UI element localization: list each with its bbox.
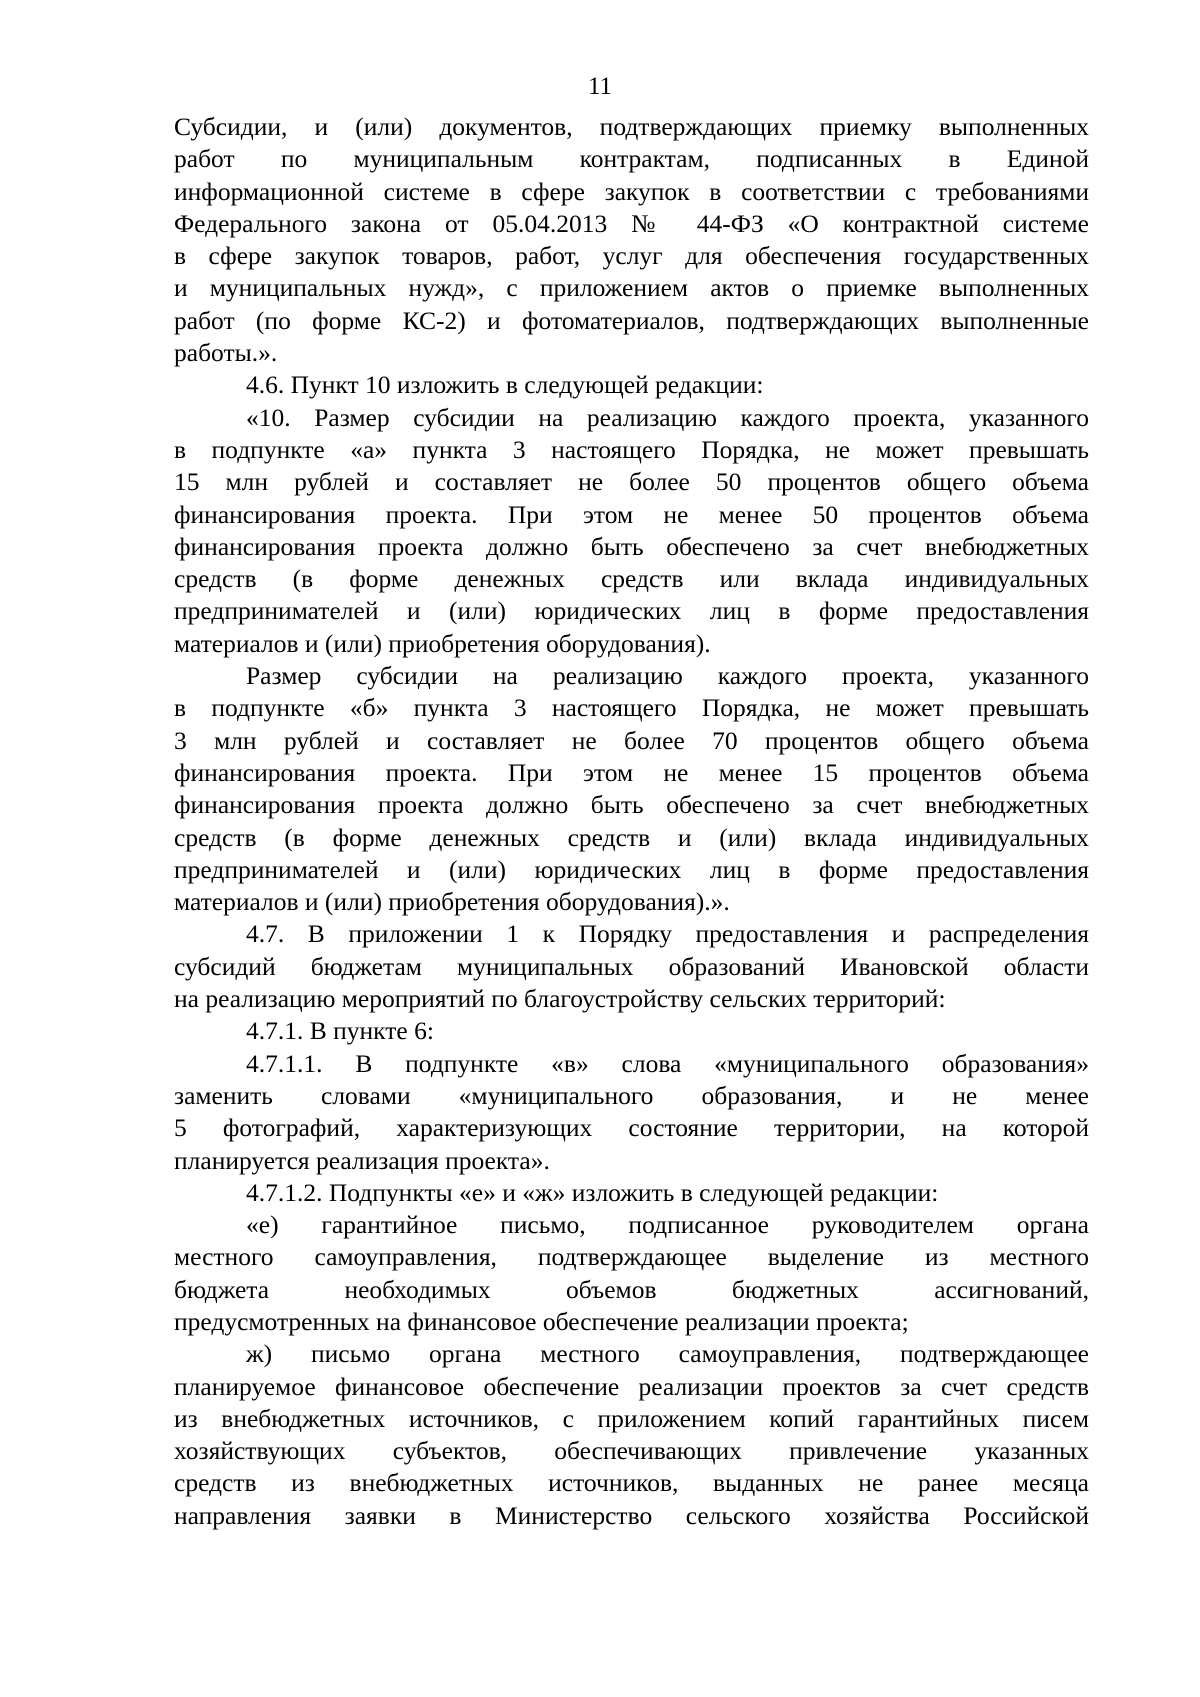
text-line: работ (по форме КС-2) и фотоматериалов, подтверждающих выполненные	[174, 305, 1089, 335]
text-line: в сфере закупок товаров, работ, услуг для обеспечения государственных	[174, 241, 1089, 271]
text-line: финансирования проекта. При этом не менее 15 процентов объема	[174, 757, 1089, 787]
text-line: заменить словами «муниципального образования, и не менее	[174, 1080, 1089, 1110]
text-line: Федерального закона от 05.04.2013 № 44-ФЗ «О контрактной системе	[174, 208, 1089, 238]
page-number: 11	[587, 73, 613, 100]
text-line: информационной системе в сфере закупок в соответствии с требованиями	[174, 176, 1089, 206]
text-line: работ по муниципальным контрактам, подписанных в Единой	[174, 144, 1089, 174]
text-line: субсидий бюджетам муниципальных образований Ивановской области	[174, 951, 1089, 981]
text-line: в подпункте «б» пункта 3 настоящего Порядка, не может превышать	[174, 693, 1089, 723]
text-line: работы.».	[174, 338, 278, 368]
document-body	[174, 111, 1089, 1532]
text-line: из внебюджетных источников, с приложением копий гарантийных писем	[174, 1403, 1089, 1433]
text-line: 4.7.1. В пункте 6:	[246, 1016, 434, 1046]
text-line: финансирования проекта должно быть обеспечено за счет внебюджетных	[174, 531, 1089, 561]
text-line: «е) гарантийное письмо, подписанное руководителем органа	[246, 1210, 1089, 1240]
text-line: 3 млн рублей и составляет не более 70 процентов общего объема	[174, 725, 1089, 755]
text-line: 15 млн рублей и составляет не более 50 процентов общего объема	[174, 467, 1089, 497]
text-line: предпринимателей и (или) юридических лиц в форме предоставления	[174, 854, 1089, 884]
text-line: ж) письмо органа местного самоуправления, подтверждающее	[246, 1339, 1089, 1369]
text-line: 4.7.1.1. В подпункте «в» слова «муниципального образования»	[246, 1048, 1089, 1078]
text-line: «10. Размер субсидии на реализацию каждого проекта, указанного	[246, 402, 1089, 432]
text-line: Субсидии, и (или) документов, подтверждающих приемку выполненных	[174, 112, 1089, 141]
text-line: планируемое финансовое обеспечение реализации проектов за счет средств	[174, 1371, 1089, 1401]
text-line: 5 фотографий, характеризующих состояние территории, на которой	[174, 1113, 1089, 1143]
text-line: предпринимателей и (или) юридических лиц в форме предоставления	[174, 596, 1089, 626]
text-line: финансирования проекта. При этом не менее 50 процентов объема	[174, 499, 1089, 529]
text-line: хозяйствующих субъектов, обеспечивающих привлечение указанных	[174, 1436, 1089, 1466]
text-line: бюджета необходимых объемов бюджетных ассигнований,	[174, 1274, 1089, 1304]
text-line: и муниципальных нужд», с приложением актов о приемке выполненных	[174, 273, 1089, 303]
text-line: финансирования проекта должно быть обеспечено за счет внебюджетных	[174, 790, 1089, 820]
text-line: средств из внебюджетных источников, выданных не ранее месяца	[174, 1468, 1089, 1498]
text-line: предусмотренных на финансовое обеспечение реализации проекта;	[174, 1306, 909, 1336]
text-line: средств (в форме денежных средств и (или) вклада индивидуальных	[174, 822, 1089, 852]
text-line: Размер субсидии на реализацию каждого проекта, указанного	[246, 661, 1089, 691]
text-line: направления заявки в Министерство сельского хозяйства Российской	[174, 1500, 1089, 1530]
text-line: местного самоуправления, подтверждающее выделение из местного	[174, 1242, 1089, 1272]
text-line: на реализацию мероприятий по благоустройству сельских территорий:	[174, 984, 946, 1014]
text-line: планируется реализация проекта».	[174, 1145, 550, 1175]
text-line: материалов и (или) приобретения оборудования).».	[174, 887, 730, 917]
text-line: материалов и (или) приобретения оборудования).	[174, 628, 711, 658]
text-line: 4.7.1.2. Подпункты «е» и «ж» изложить в следующей редакции:	[246, 1177, 939, 1207]
text-line: 4.6. Пункт 10 изложить в следующей редакции:	[246, 370, 764, 400]
text-line: в подпункте «а» пункта 3 настоящего Порядка, не может превышать	[174, 434, 1089, 464]
text-line: средств (в форме денежных средств или вклада индивидуальных	[174, 564, 1089, 594]
text-line: 4.7. В приложении 1 к Порядку предоставления и распределения	[246, 919, 1089, 949]
